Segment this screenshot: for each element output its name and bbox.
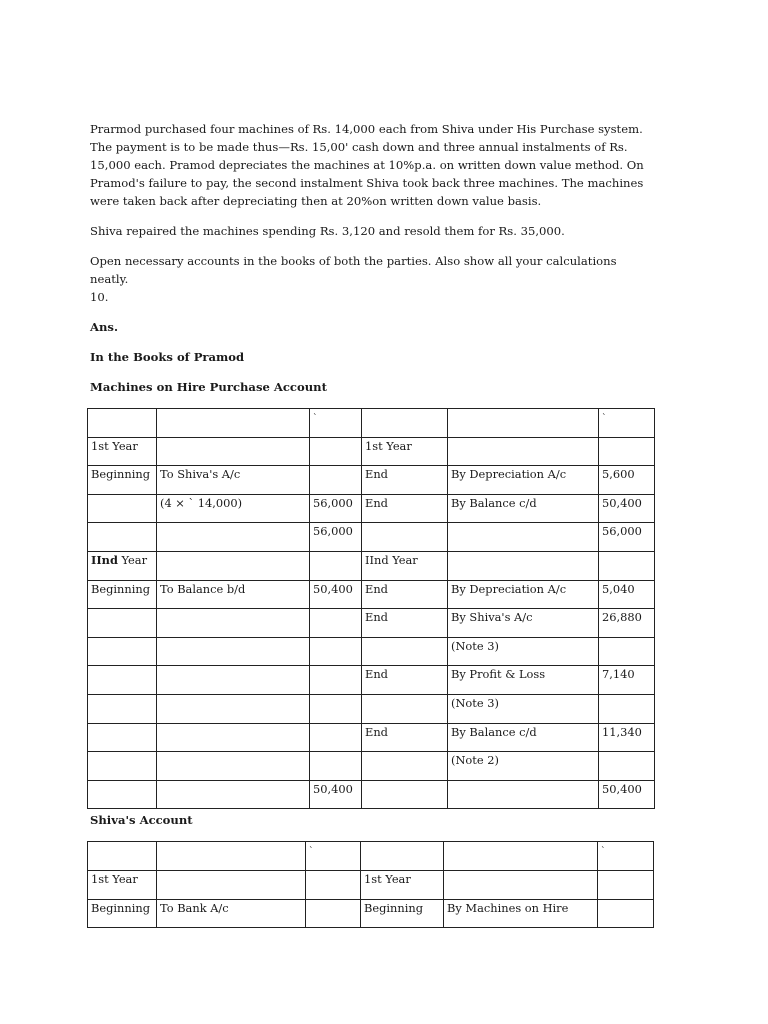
ledger-row [88,609,655,638]
ledger-cell: End [362,466,448,495]
ledger-cell: By Shiva's A/c [448,609,599,638]
ledger-row [88,551,655,580]
question-paragraph-2: Shiva repaired the machines spending Rs. 3,120 and resold them for Rs. 35,000. [90,224,565,238]
ledger-row [88,694,655,723]
ledger-cell: IInd Year [88,551,157,580]
ledger-cell: By Depreciation A/c [448,580,599,609]
answer-label: Ans. [90,320,118,334]
ledger-cell: To Balance b/d [157,580,310,609]
ledger-cell [157,609,310,638]
ledger-cell [88,637,157,666]
ledger-cell [598,870,654,899]
ledger-cell: 50,400 [310,780,362,809]
ledger-cell [310,466,362,495]
ledger-row [88,637,655,666]
header-cell [88,409,157,438]
ledger-cell: End [362,609,448,638]
ledger-cell: By Depreciation A/c [448,466,599,495]
ledger-cell [599,437,655,466]
ledger-cell: 7,140 [599,666,655,695]
ledger-cell [310,694,362,723]
ledger-cell [88,694,157,723]
ledger-row [88,494,655,523]
ledger-cell [306,870,361,899]
ledger-cell [157,666,310,695]
ledger-cell [157,723,310,752]
currency-symbol: ` [313,414,318,424]
account2-title: Shiva's Account [90,813,193,828]
ledger-cell [448,551,599,580]
ledger-cell [88,780,157,809]
ledger-row [88,780,655,809]
ledger-cell: (Note 2) [448,752,599,781]
ledger-cell [362,694,448,723]
ledger-cell [157,870,306,899]
ledger-cell: 5,600 [599,466,655,495]
ledger-cell [157,780,310,809]
ledger-cell [598,899,654,928]
ledger-cell [599,551,655,580]
currency-symbol: ` [601,847,606,858]
ledger-cell: End [362,666,448,695]
account2-body [88,842,654,928]
ledger-cell: (4 × ` 14,000) [157,494,310,523]
ledger-row [88,752,655,781]
ledger-cell: End [362,494,448,523]
ledger-cell: To Shiva's A/c [157,466,310,495]
ledger-cell [157,637,310,666]
ledger-cell: 11,340 [599,723,655,752]
ledger-cell: (Note 3) [448,694,599,723]
currency-header-debit [310,409,362,438]
ledger-cell [362,780,448,809]
ledger-cell [448,523,599,552]
ledger-cell [310,752,362,781]
ledger-cell: Beginning [88,899,157,928]
ledger-cell: 50,400 [599,780,655,809]
ledger-cell: IInd Year [362,551,448,580]
machines-hire-purchase-account-table [87,408,655,809]
question-paragraph-3: Open necessary accounts in the books of both the parties. Also show all your calculations neatly. [90,254,617,286]
currency-header-credit [598,842,654,871]
currency-symbol: ` [309,847,314,858]
ledger-cell: End [362,723,448,752]
ledger-cell: Beginning [361,899,444,928]
ledger-cell: 26,880 [599,609,655,638]
header-cell [88,842,157,871]
ledger-cell [310,723,362,752]
bold-prefix: IInd [91,552,118,567]
question-paragraph-1: Prarmod purchased four machines of Rs. 14,000 each from Shiva under His Purchase system. The payment is to be made thus—Rs. 15,00' cash down and three annual instalments of Rs. 15,000 each. Pramod depreciates the machines at 10%p.a. on written down value method. On Pramod's failure to pay, the second instalment Shiva took back three machines. The machines were taken back after depreciating then at 20%on written down value basis. [90,122,644,208]
ledger-cell: End [362,580,448,609]
ledger-cell: 1st Year [362,437,448,466]
ledger-cell [157,551,310,580]
ledger-cell [157,752,310,781]
ledger-cell: 50,400 [310,580,362,609]
ledger-cell [157,694,310,723]
ledger-cell: By Machines on Hire [444,899,598,928]
ledger-cell [88,523,157,552]
ledger-row [88,580,655,609]
currency-header-credit [599,409,655,438]
ledger-cell: (Note 3) [448,637,599,666]
ledger-row [88,666,655,695]
ledger-row [88,870,654,899]
ledger-cell: 1st Year [88,870,157,899]
ledger-cell [157,523,310,552]
ledger-cell: 5,040 [599,580,655,609]
header-cell [444,842,598,871]
ledger-cell [157,437,310,466]
ledger-row [88,437,655,466]
ledger-cell [310,551,362,580]
ledger-cell [88,609,157,638]
ledger-row [88,466,655,495]
ledger-cell [362,523,448,552]
header-cell [362,409,448,438]
books-heading: In the Books of Pramod [90,350,245,364]
ledger-cell [310,437,362,466]
ledger-row [88,523,655,552]
ledger-row [88,899,654,928]
ledger-cell [88,494,157,523]
ledger-cell [599,752,655,781]
header-cell [448,409,599,438]
account1-title: Machines on Hire Purchase Account [90,380,327,394]
ledger-cell [88,723,157,752]
ledger-cell [310,609,362,638]
shiva-account-table [87,841,654,928]
ledger-cell [88,752,157,781]
currency-symbol: ` [602,414,607,424]
ledger-cell: 56,000 [310,523,362,552]
ledger-cell [306,899,361,928]
ledger-cell [362,752,448,781]
currency-header-debit [306,842,361,871]
ledger-cell [448,780,599,809]
ledger-cell [310,666,362,695]
ledger-cell [599,637,655,666]
ledger-cell: Beginning [88,580,157,609]
document-page [90,120,656,928]
ledger-cell: To Bank A/c [157,899,306,928]
ledger-cell: 56,000 [310,494,362,523]
ledger-cell [444,870,598,899]
header-cell [157,409,310,438]
ledger-cell: 50,400 [599,494,655,523]
question-number: 10. [90,290,109,304]
ledger-row [88,723,655,752]
header-cell [361,842,444,871]
account1-body [88,409,655,809]
ledger-cell: By Balance c/d [448,494,599,523]
ledger-cell: By Balance c/d [448,723,599,752]
ledger-cell [599,694,655,723]
ledger-cell: 1st Year [88,437,157,466]
account2-header-row [88,842,654,871]
ledger-cell [88,666,157,695]
ledger-cell [310,637,362,666]
account1-header-row [88,409,655,438]
ledger-cell [362,637,448,666]
header-cell [157,842,306,871]
ledger-cell [448,437,599,466]
ledger-cell: By Profit & Loss [448,666,599,695]
ledger-cell: Beginning [88,466,157,495]
ledger-cell: 1st Year [361,870,444,899]
ledger-cell: 56,000 [599,523,655,552]
